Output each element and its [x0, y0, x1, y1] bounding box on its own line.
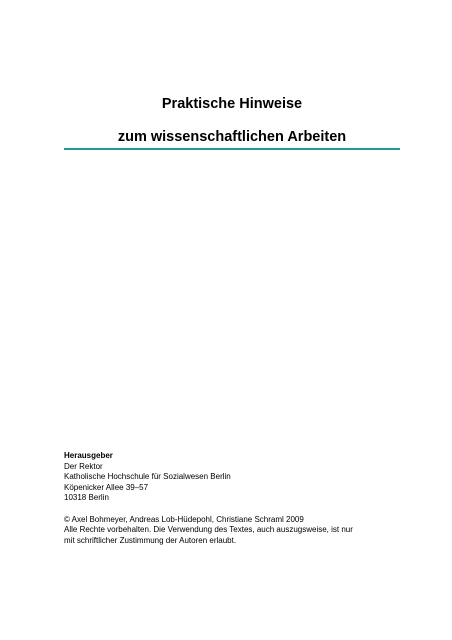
- title-line-2: zum wissenschaftlichen Arbeiten: [117, 129, 347, 145]
- publisher-line: Der Rektor: [64, 461, 103, 471]
- title-underline-rule: [64, 148, 400, 150]
- title-line-1: Praktische Hinweise: [161, 96, 303, 112]
- imprint-block: [64, 451, 404, 546]
- spacer: [64, 504, 404, 515]
- publisher-line: 10318 Berlin: [64, 493, 109, 503]
- copyright-line: © Axel Bohmeyer, Andreas Lob-Hüdepohl, Christiane Schraml 2009: [64, 514, 304, 524]
- publisher-heading: Herausgeber: [64, 451, 113, 460]
- rights-line: Alle Rechte vorbehalten. Die Verwendung des Textes, auch auszugsweise, ist nur: [64, 525, 353, 535]
- rights-line: mit schriftlicher Zustimmung der Autoren erlaubt.: [64, 535, 237, 545]
- publisher-line: Katholische Hochschule für Sozialwesen Berlin: [64, 472, 231, 482]
- publisher-line: Köpenicker Allee 39–57: [64, 482, 149, 492]
